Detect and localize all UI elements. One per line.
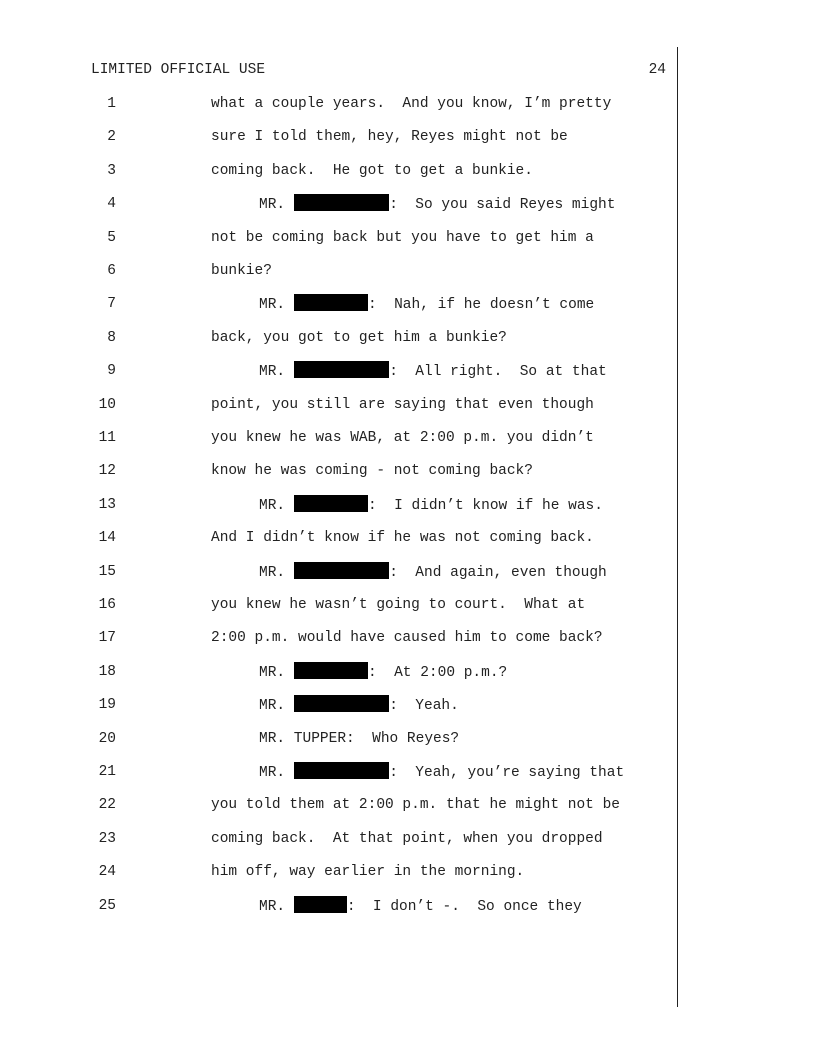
line-text-segment: : I don’t -. So once they (346, 898, 582, 915)
line-text (259, 194, 615, 215)
line-text (259, 896, 582, 917)
line-number: 15 (98, 563, 116, 580)
line-text-segment: not be coming back but you have to get him a (211, 229, 594, 246)
transcript-line (0, 562, 676, 582)
line-text (259, 495, 603, 516)
line-text-segment: : Yeah. (389, 698, 459, 715)
line-text-segment: point, you still are saying that even though (211, 396, 594, 413)
line-number: 25 (98, 897, 116, 914)
transcript-line (0, 361, 676, 381)
transcript-line (0, 328, 676, 348)
line-text-segment: sure I told them, hey, Reyes might not be (211, 129, 568, 146)
line-text (211, 428, 594, 448)
line-text-segment: MR. (259, 765, 294, 781)
line-text (211, 528, 594, 548)
transcript-line (0, 862, 676, 882)
transcript-line (0, 795, 676, 815)
transcript-line (0, 695, 676, 715)
transcript-line (0, 461, 676, 481)
line-text-segment: MR. (259, 364, 294, 381)
line-text-segment: you knew he wasn’t going to court. What at (211, 597, 586, 613)
redaction-box (294, 495, 368, 512)
line-text (211, 829, 603, 849)
line-text-segment: : At 2:00 p.m.? (368, 664, 508, 681)
line-number: 20 (98, 730, 116, 747)
redaction-box (294, 662, 368, 679)
line-text-segment: MR. (259, 898, 294, 915)
line-text (211, 395, 594, 415)
transcript-line (0, 628, 676, 648)
line-text-segment: : Nah, if he doesn’t come (368, 297, 595, 314)
line-text-segment: : And again, even though (389, 564, 607, 581)
line-text-segment: : Yeah, you’re saying that (389, 765, 625, 781)
transcript-line (0, 762, 676, 782)
page-number: 24 (648, 62, 666, 78)
line-text-segment: MR. (259, 664, 294, 681)
line-number: 7 (107, 296, 116, 313)
transcript-line (0, 829, 676, 849)
line-text-segment: what a couple years. And you know, I’m pretty (211, 96, 612, 112)
line-text (211, 628, 603, 648)
line-text (211, 862, 524, 882)
line-text-segment: 2:00 p.m. would have caused him to come back? (211, 630, 603, 647)
transcript-line (0, 595, 676, 615)
line-number: 3 (107, 162, 116, 179)
redaction-box (294, 562, 389, 579)
classification-header: LIMITED OFFICIAL USE (91, 62, 266, 78)
transcript-line (0, 662, 676, 682)
transcript-line (0, 228, 676, 248)
line-text-segment: bunkie? (211, 263, 272, 279)
transcript-line (0, 395, 676, 415)
line-text-segment: know he was coming - not coming back? (211, 463, 533, 480)
line-text-segment: : So you said Reyes might (389, 197, 616, 214)
redaction-box (294, 762, 389, 779)
line-text (211, 94, 611, 114)
line-text (211, 595, 585, 615)
line-text-segment: : All right. So at that (389, 364, 607, 381)
line-text-segment: MR. (259, 497, 294, 514)
redaction-box (294, 361, 389, 378)
transcript-line (0, 528, 676, 548)
line-number: 2 (107, 129, 116, 146)
redaction-box (294, 896, 347, 913)
line-text-segment: you knew he was WAB, at 2:00 p.m. you didn’t (211, 430, 594, 446)
line-text-segment: MR. TUPPER: Who Reyes? (259, 730, 460, 747)
line-text (211, 795, 620, 815)
redaction-box (294, 194, 389, 211)
line-number: 13 (98, 496, 116, 513)
transcript-line (0, 729, 676, 749)
right-margin-rule (677, 47, 678, 1007)
line-text (259, 562, 607, 583)
transcript-line (0, 428, 676, 448)
line-number: 14 (98, 530, 116, 547)
line-text (259, 762, 624, 783)
line-number: 10 (98, 396, 116, 413)
line-text-segment: And I didn’t know if he was not coming back. (211, 530, 594, 547)
line-text (259, 361, 607, 382)
line-number: 1 (107, 96, 116, 112)
line-text-segment: him off, way earlier in the morning. (211, 864, 525, 881)
line-number: 16 (98, 597, 116, 613)
transcript-line (0, 127, 676, 147)
transcript-line (0, 261, 676, 281)
transcript-line (0, 294, 676, 314)
redaction-box (294, 695, 389, 712)
line-number: 18 (98, 663, 116, 680)
line-text-segment: you told them at 2:00 p.m. that he might not be (211, 797, 620, 814)
line-number: 23 (98, 830, 116, 847)
line-text (211, 161, 533, 181)
line-text (259, 729, 459, 749)
redaction-box (294, 294, 368, 311)
transcript-line (0, 161, 676, 181)
line-text-segment: : I didn’t know if he was. (368, 497, 603, 514)
line-number: 22 (98, 797, 116, 814)
line-number: 12 (98, 463, 116, 480)
line-text (259, 294, 594, 315)
line-number: 19 (98, 697, 116, 714)
transcript-line (0, 94, 676, 114)
line-text-segment: MR. (259, 564, 294, 581)
line-text-segment: coming back. At that point, when you dropped (211, 830, 603, 847)
line-text (211, 228, 594, 248)
line-number: 4 (107, 196, 116, 213)
line-number: 8 (107, 329, 116, 346)
line-number: 17 (98, 630, 116, 647)
line-number: 9 (107, 363, 116, 380)
line-text (211, 127, 568, 147)
line-text-segment: back, you got to get him a bunkie? (211, 329, 507, 346)
line-number: 6 (107, 263, 116, 279)
line-text-segment: MR. (259, 698, 294, 715)
transcript-line (0, 194, 676, 214)
line-text-segment: MR. (259, 197, 294, 214)
line-number: 24 (98, 864, 116, 881)
line-text-segment: coming back. He got to get a bunkie. (211, 162, 533, 179)
line-text (211, 261, 272, 281)
line-text (211, 461, 533, 481)
transcript-line (0, 495, 676, 515)
line-number: 21 (98, 764, 116, 780)
line-text-segment: MR. (259, 297, 294, 314)
line-number: 11 (98, 430, 116, 446)
transcript-line (0, 896, 676, 916)
line-text (259, 662, 507, 683)
line-number: 5 (107, 229, 116, 246)
line-text (259, 695, 459, 716)
line-text (211, 328, 507, 348)
